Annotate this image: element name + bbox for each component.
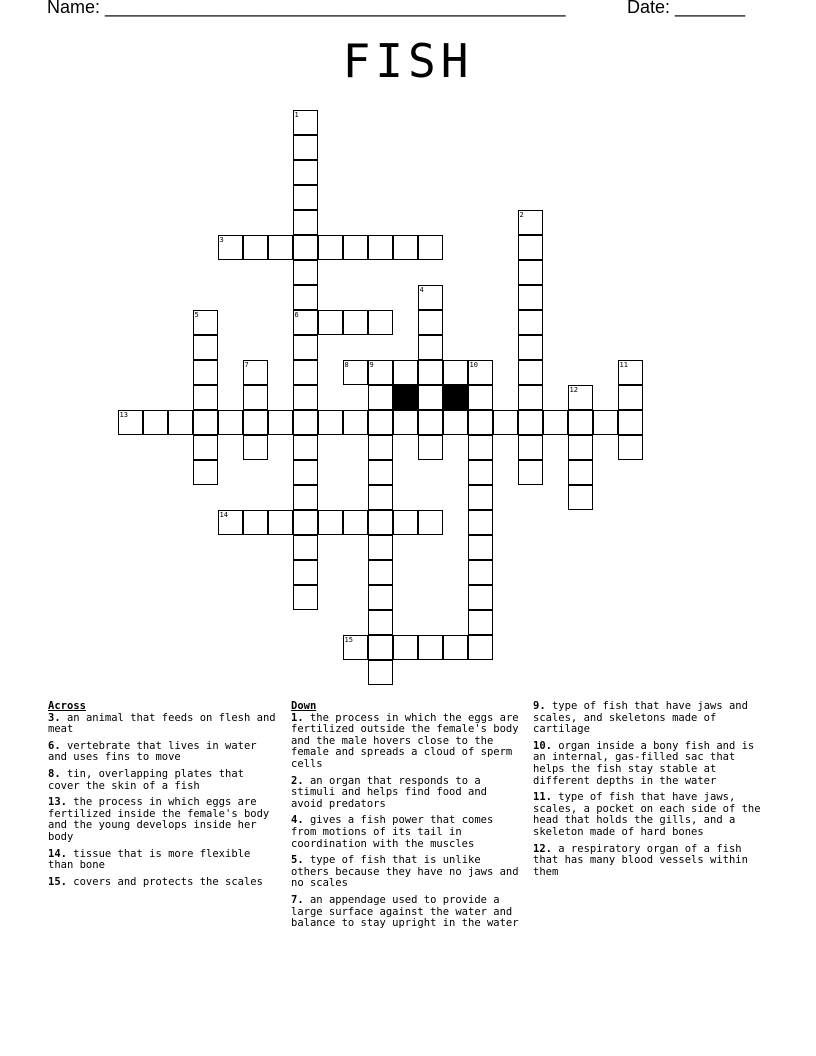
across-clues [48, 701, 280, 893]
crossword-cell[interactable] [468, 385, 493, 410]
crossword-cell[interactable] [393, 510, 418, 535]
crossword-cell[interactable] [318, 510, 343, 535]
crossword-block-cell [393, 385, 418, 410]
clue-number-label: 7. [291, 893, 304, 906]
crossword-cell[interactable] [418, 335, 443, 360]
crossword-cell[interactable] [243, 510, 268, 535]
clue-text: an animal that feeds on flesh and meat [48, 711, 276, 736]
clue-number: 5 [194, 310, 199, 319]
crossword-cell[interactable] [293, 110, 318, 135]
clue-item [48, 849, 280, 872]
crossword-cell[interactable] [568, 410, 593, 435]
clue-number-label: 6. [48, 739, 61, 752]
down-clues-continued [533, 701, 765, 883]
crossword-cell[interactable] [143, 410, 168, 435]
clue-text: a respiratory organ of a fish that has many blood vessels within them [533, 842, 748, 878]
crossword-cell[interactable] [368, 360, 393, 385]
crossword-cell[interactable] [368, 460, 393, 485]
clue-number-label: 9. [533, 700, 546, 712]
crossword-cell[interactable] [293, 260, 318, 285]
crossword-cell[interactable] [293, 435, 318, 460]
clue-item [48, 797, 280, 843]
clue-text: type of fish that have jaws and scales, and skeletons made of cartilage [533, 700, 748, 736]
crossword-cell[interactable] [293, 360, 318, 385]
crossword-cell[interactable] [393, 235, 418, 260]
crossword-cell[interactable] [618, 410, 643, 435]
clue-number-label: 2. [291, 774, 304, 787]
clue-text: an organ that responds to a stimuli and helps find food and avoid predators [291, 774, 487, 810]
clue-number-label: 4. [291, 814, 304, 827]
crossword-cell[interactable] [368, 435, 393, 460]
crossword-cell[interactable] [418, 510, 443, 535]
clue-text: tin, overlapping plates that cover the skin of a fish [48, 767, 244, 792]
crossword-cell[interactable] [443, 360, 468, 385]
crossword-cell[interactable] [468, 410, 493, 435]
crossword-cell[interactable] [293, 210, 318, 235]
crossword-cell[interactable] [368, 535, 393, 560]
crossword-cell[interactable] [468, 635, 493, 660]
clue-item [291, 713, 523, 771]
clue-number: 15 [344, 635, 353, 644]
crossword-cell[interactable] [518, 285, 543, 310]
clue-text: organ inside a bony fish and is an internal, gas-filled sac that helps the fish stay stable at different depths in the water [533, 739, 755, 787]
crossword-cell[interactable] [293, 560, 318, 585]
crossword-cell[interactable] [618, 385, 643, 410]
crossword-cell[interactable] [193, 385, 218, 410]
crossword-cell[interactable] [518, 335, 543, 360]
crossword-cell[interactable] [368, 635, 393, 660]
crossword-cell[interactable] [293, 335, 318, 360]
clue-number-label: 12. [533, 842, 552, 855]
crossword-cell[interactable] [393, 635, 418, 660]
crossword-cell[interactable] [293, 185, 318, 210]
crossword-cell[interactable] [368, 485, 393, 510]
across-heading: Across [48, 700, 86, 712]
crossword-cell[interactable] [368, 310, 393, 335]
crossword-cell[interactable] [518, 310, 543, 335]
crossword-cell[interactable] [618, 435, 643, 460]
clue-text: tissue that is more flexible than bone [48, 847, 251, 872]
clue-item [48, 741, 280, 764]
clue-item [533, 741, 765, 787]
crossword-cell[interactable] [393, 360, 418, 385]
clue-number: 8 [344, 360, 349, 369]
crossword-cell[interactable] [518, 360, 543, 385]
crossword-cell[interactable] [293, 585, 318, 610]
crossword-cell[interactable] [443, 410, 468, 435]
crossword-cell[interactable] [468, 610, 493, 635]
crossword-cell[interactable] [418, 385, 443, 410]
clue-item [291, 815, 523, 850]
crossword-cell[interactable] [368, 585, 393, 610]
crossword-cell[interactable] [518, 385, 543, 410]
clue-number-label: 14. [48, 847, 67, 860]
clue-item [533, 701, 765, 736]
clue-text: type of fish that have jaws, scales, a pocket on each side of the head that holds the gills, and a skeleton made of hard bones [533, 791, 761, 838]
crossword-cell[interactable] [418, 360, 443, 385]
crossword-cell[interactable] [468, 360, 493, 385]
crossword-cell[interactable] [518, 260, 543, 285]
clue-number: 6 [294, 310, 299, 319]
crossword-cell[interactable] [268, 510, 293, 535]
crossword-cell[interactable] [243, 360, 268, 385]
crossword-cell[interactable] [218, 410, 243, 435]
crossword-cell[interactable] [593, 410, 618, 435]
clue-number: 7 [244, 360, 249, 369]
crossword-cell[interactable] [318, 235, 343, 260]
crossword-cell[interactable] [468, 585, 493, 610]
clue-item [533, 792, 765, 838]
crossword-cell[interactable] [343, 360, 368, 385]
clue-text: covers and protects the scales [66, 875, 263, 888]
crossword-cell[interactable] [518, 435, 543, 460]
crossword-cell[interactable] [118, 410, 143, 435]
clue-number-label: 8. [48, 767, 61, 780]
crossword-cell[interactable] [568, 385, 593, 410]
crossword-cell[interactable] [268, 410, 293, 435]
clue-text: type of fish that is unlike others because they have no jaws and no scales [291, 854, 519, 890]
crossword-cell[interactable] [368, 510, 393, 535]
crossword-cell[interactable] [293, 485, 318, 510]
clue-number-label: 11. [533, 791, 552, 804]
crossword-cell[interactable] [543, 410, 568, 435]
crossword-cell[interactable] [318, 410, 343, 435]
down-clues [291, 701, 523, 935]
crossword-cell[interactable] [243, 410, 268, 435]
name-field-label[interactable]: Name: ______________________________________________ [47, 0, 566, 17]
clue-number-label: 13. [48, 796, 67, 809]
clue-number: 13 [119, 410, 128, 419]
crossword-cell[interactable] [418, 635, 443, 660]
crossword-cell[interactable] [368, 385, 393, 410]
crossword-cell[interactable] [493, 410, 518, 435]
crossword-cell[interactable] [243, 385, 268, 410]
clue-text: the process in which the eggs are fertilized outside the female's body and the male hovers close to the female and spreads a cloud of sperm cells [291, 711, 519, 770]
crossword-cell[interactable] [518, 460, 543, 485]
crossword-cell[interactable] [418, 235, 443, 260]
crossword-cell[interactable] [368, 610, 393, 635]
crossword-cell[interactable] [293, 535, 318, 560]
crossword-cell[interactable] [368, 560, 393, 585]
crossword-cell[interactable] [418, 410, 443, 435]
date-field-label[interactable]: Date: _______ [627, 0, 746, 17]
clue-number: 10 [469, 360, 478, 369]
clue-number-label: 5. [291, 854, 304, 867]
crossword-cell[interactable] [293, 385, 318, 410]
crossword-cell[interactable] [618, 360, 643, 385]
crossword-cell[interactable] [193, 310, 218, 335]
crossword-cell[interactable] [193, 335, 218, 360]
clue-number: 9 [369, 360, 374, 369]
clue-number-label: 3. [48, 711, 61, 724]
crossword-cell[interactable] [293, 310, 318, 335]
crossword-cell[interactable] [368, 410, 393, 435]
clue-number-label: 1. [291, 711, 304, 724]
crossword-cell[interactable] [343, 235, 368, 260]
crossword-block-cell [443, 385, 468, 410]
crossword-cell[interactable] [468, 510, 493, 535]
crossword-cell[interactable] [343, 510, 368, 535]
crossword-cell[interactable] [518, 235, 543, 260]
crossword-cell[interactable] [518, 210, 543, 235]
crossword-cell[interactable] [193, 460, 218, 485]
crossword-cell[interactable] [393, 410, 418, 435]
crossword-cell[interactable] [468, 535, 493, 560]
crossword-cell[interactable] [293, 285, 318, 310]
crossword-cell[interactable] [418, 435, 443, 460]
clue-item [291, 855, 523, 890]
clue-text: gives a fish power that comes from motions of its tail in coordination with the muscles [291, 814, 494, 850]
clue-number: 12 [569, 385, 578, 394]
page-title: FISH [342, 34, 474, 88]
crossword-cell[interactable] [268, 235, 293, 260]
crossword-cell[interactable] [318, 310, 343, 335]
crossword-cell[interactable] [243, 235, 268, 260]
crossword-cell[interactable] [518, 410, 543, 435]
clue-number-label: 10. [533, 739, 552, 752]
clue-number: 1 [294, 110, 299, 119]
crossword-cell[interactable] [293, 460, 318, 485]
crossword-cell[interactable] [468, 460, 493, 485]
crossword-cell[interactable] [293, 410, 318, 435]
crossword-cell[interactable] [368, 660, 393, 685]
crossword-cell[interactable] [293, 160, 318, 185]
crossword-cell[interactable] [343, 635, 368, 660]
crossword-cell[interactable] [443, 635, 468, 660]
crossword-cell[interactable] [568, 460, 593, 485]
clue-text: the process in which eggs are fertilized inside the female's body and the young develops inside her body [48, 796, 270, 843]
clue-number-label: 15. [48, 875, 67, 888]
crossword-cell[interactable] [218, 235, 243, 260]
clue-item [291, 895, 523, 930]
crossword-cell[interactable] [218, 510, 243, 535]
clue-item [291, 776, 523, 811]
crossword-cell[interactable] [343, 310, 368, 335]
clue-item [48, 713, 280, 736]
clue-number: 2 [519, 210, 524, 219]
crossword-cell[interactable] [193, 435, 218, 460]
clue-number: 14 [219, 510, 228, 519]
crossword-cell[interactable] [468, 435, 493, 460]
crossword-cell[interactable] [343, 410, 368, 435]
clue-number: 3 [219, 235, 224, 244]
crossword-cell[interactable] [568, 485, 593, 510]
crossword-cell[interactable] [293, 135, 318, 160]
crossword-cell[interactable] [193, 410, 218, 435]
clue-text: an appendage used to provide a large surface against the water and balance to stay upright in the water [291, 893, 519, 930]
crossword-cell[interactable] [468, 560, 493, 585]
down-heading: Down [291, 700, 317, 712]
crossword-cell[interactable] [418, 310, 443, 335]
crossword-cell[interactable] [368, 235, 393, 260]
crossword-cell[interactable] [568, 435, 593, 460]
crossword-cell[interactable] [243, 435, 268, 460]
crossword-cell[interactable] [193, 360, 218, 385]
crossword-cell[interactable] [293, 510, 318, 535]
clue-number: 4 [419, 285, 424, 294]
clue-number: 11 [619, 360, 628, 369]
clue-item [48, 769, 280, 792]
clue-text: vertebrate that lives in water and uses fins to move [48, 739, 257, 764]
crossword-cell[interactable] [468, 485, 493, 510]
crossword-cell[interactable] [168, 410, 193, 435]
clue-item [48, 877, 280, 889]
clue-item [533, 844, 765, 879]
crossword-cell[interactable] [293, 235, 318, 260]
crossword-cell[interactable] [418, 285, 443, 310]
